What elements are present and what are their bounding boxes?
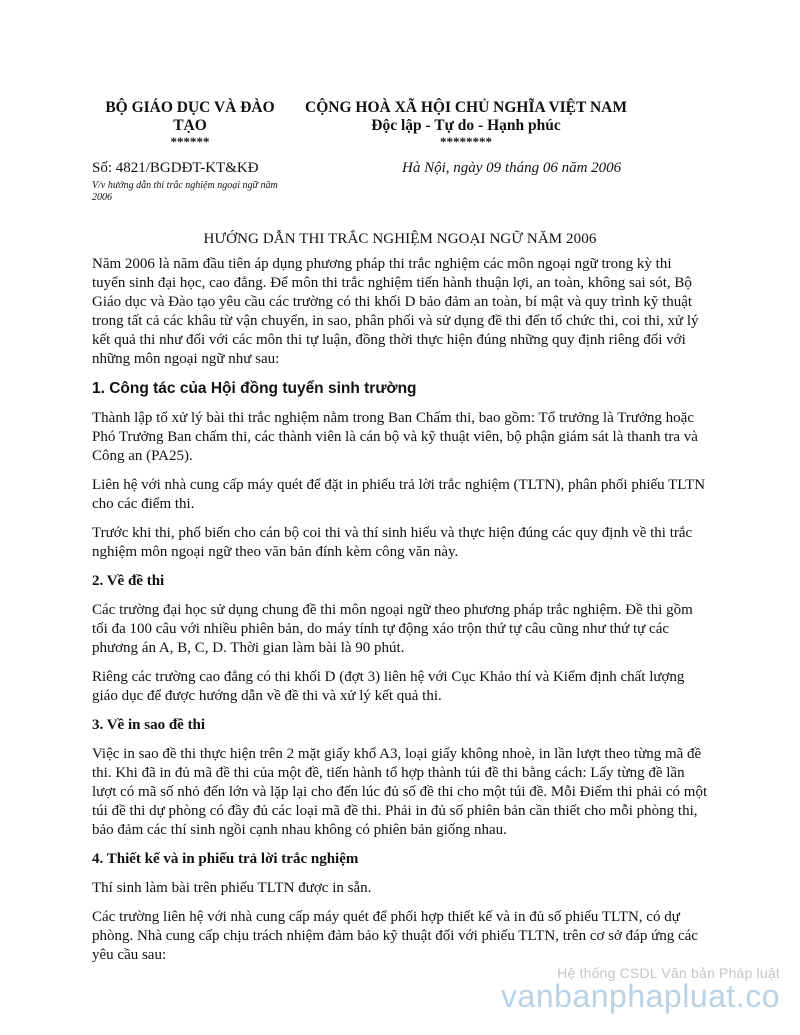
intro-paragraph: Năm 2006 là năm đầu tiên áp dụng phương pháp thi trắc nghiệm các môn ngoại ngữ trong kỳ thi tuyển sinh đại học, cao đẳng. Để môn thi trắc nghiệm tiến hành thuận lợi, an toàn, không sai sót, Bộ Giáo dục và Đào tạo yêu cầu các trường có thi khối D bảo đảm an toàn, bí mật và quy trình kỹ thuật trong tất cả các khâu từ vận chuyển, in sao, phân phối và sử dụng đề thi đến tổ chức thi, coi thi, xử lý kết quả thi như đối với các môn thi tự luận, đồng thời thực hiện đúng những quy định riêng đối với những môn ngoại ngữ như sau:: [92, 256, 699, 367]
national-header: [296, 99, 636, 149]
ministry-stars: ******: [170, 134, 210, 149]
watermark-site-link[interactable]: vanbanphapluat.co: [501, 978, 780, 1014]
section-1-paragraph: Trước khi thi, phổ biến cho cán bộ coi thi và thí sinh hiểu và thực hiện đúng các quy định về thi trắc nghiệm môn ngoại ngữ theo văn bản đính kèm công văn này.: [92, 525, 693, 560]
section-2-paragraph: Riêng các trường cao đẳng có thi khối D (đợt 3) liên hệ với Cục Khảo thí và Kiểm định chất lượng giáo dục để được hướng dẫn về đề thi và xử lý kết quả thi.: [92, 669, 685, 704]
document-body: [92, 255, 708, 975]
watermark-caption: Hệ thống CSDL Văn bản Pháp luật: [557, 965, 780, 981]
ministry-header: [90, 99, 290, 149]
nation-name: CỘNG HOÀ XÃ HỘI CHỦ NGHĨA VIỆT NAM: [305, 99, 627, 116]
nation-stars: ********: [440, 134, 492, 149]
section-1-paragraph: Thành lập tổ xử lý bài thi trắc nghiệm nằm trong Ban Chấm thi, bao gồm: Tổ trưởng là Trưởng hoặc Phó Trưởng Ban chấm thi, các thành viên là cán bộ và kỹ thuật viên, bộ phận giám sát là thanh tra và Công an (PA25).: [92, 410, 698, 464]
section-4-paragraph: Thí sinh làm bài trên phiếu TLTN được in sẵn.: [92, 880, 372, 896]
section-3-paragraph: Việc in sao đề thi thực hiện trên 2 mặt giấy khổ A3, loại giấy không nhoè, in lần lượt theo từng mã đề thi. Khi đã in đủ mã đề thi của một đề, tiến hành tổ hợp thành túi đề thi bằng cách: Lấy từng đề lần lượt có mã số nhỏ đến lớn và lặp lại cho đến lúc đủ số đề thi cho một túi đề. Mỗi Điểm thi phải có một túi đề thi dự phòng có đầy đủ các loại mã đề thi. Phải in đủ số phiên bản cần thiết cho mỗi phòng thi, bảo đảm các thí sinh ngồi cạnh nhau không có phiên bản giống nhau.: [92, 746, 708, 838]
document-number: Số: 4821/BGDĐT-KT&KĐ: [92, 160, 259, 176]
section-4-paragraph: Các trường liên hệ với nhà cung cấp máy quét để phối hợp thiết kế và in đủ số phiếu TLTN, có dự phòng. Nhà cung cấp chịu trách nhiệm đảm bảo kỹ thuật đối với phiếu TLTN, trên cơ sở đáp ứng các yêu cầu sau:: [92, 909, 698, 963]
section-2-heading: 2. Về đề thi: [92, 573, 165, 589]
section-3-heading: 3. Về in sao đề thi: [92, 717, 206, 733]
nation-motto: Độc lập - Tự do - Hạnh phúc: [371, 117, 561, 134]
document-title: HƯỚNG DẪN THI TRẮC NGHIỆM NGOẠI NGỮ NĂM 2006: [203, 231, 597, 247]
ministry-name-line2: TẠO: [173, 117, 207, 134]
document-date: Hà Nội, ngày 09 tháng 06 năm 2006: [402, 160, 622, 176]
section-1-heading: 1. Công tác của Hội đồng tuyển sinh trường: [92, 380, 417, 397]
section-2-paragraph: Các trường đại học sử dụng chung đề thi môn ngoại ngữ theo phương pháp trắc nghiệm. Đề thi gồm tối đa 100 câu với nhiều phiên bản, do máy tính tự động xáo trộn thứ tự câu cũng như thứ tự các phương án A, B, C, D. Thời gian làm bài là 90 phút.: [92, 602, 693, 656]
ministry-name-line1: BỘ GIÁO DỤC VÀ ĐÀO: [105, 99, 275, 116]
document-subject: V/v hướng dẫn thi trắc nghiệm ngoại ngữ năm 2006: [92, 180, 278, 203]
section-4-heading: 4. Thiết kế và in phiếu trả lời trắc nghiệm: [92, 851, 359, 867]
section-1-paragraph: Liên hệ với nhà cung cấp máy quét để đặt in phiếu trả lời trắc nghiệm (TLTN), phân phối phiếu TLTN cho các điểm thi.: [92, 477, 706, 512]
